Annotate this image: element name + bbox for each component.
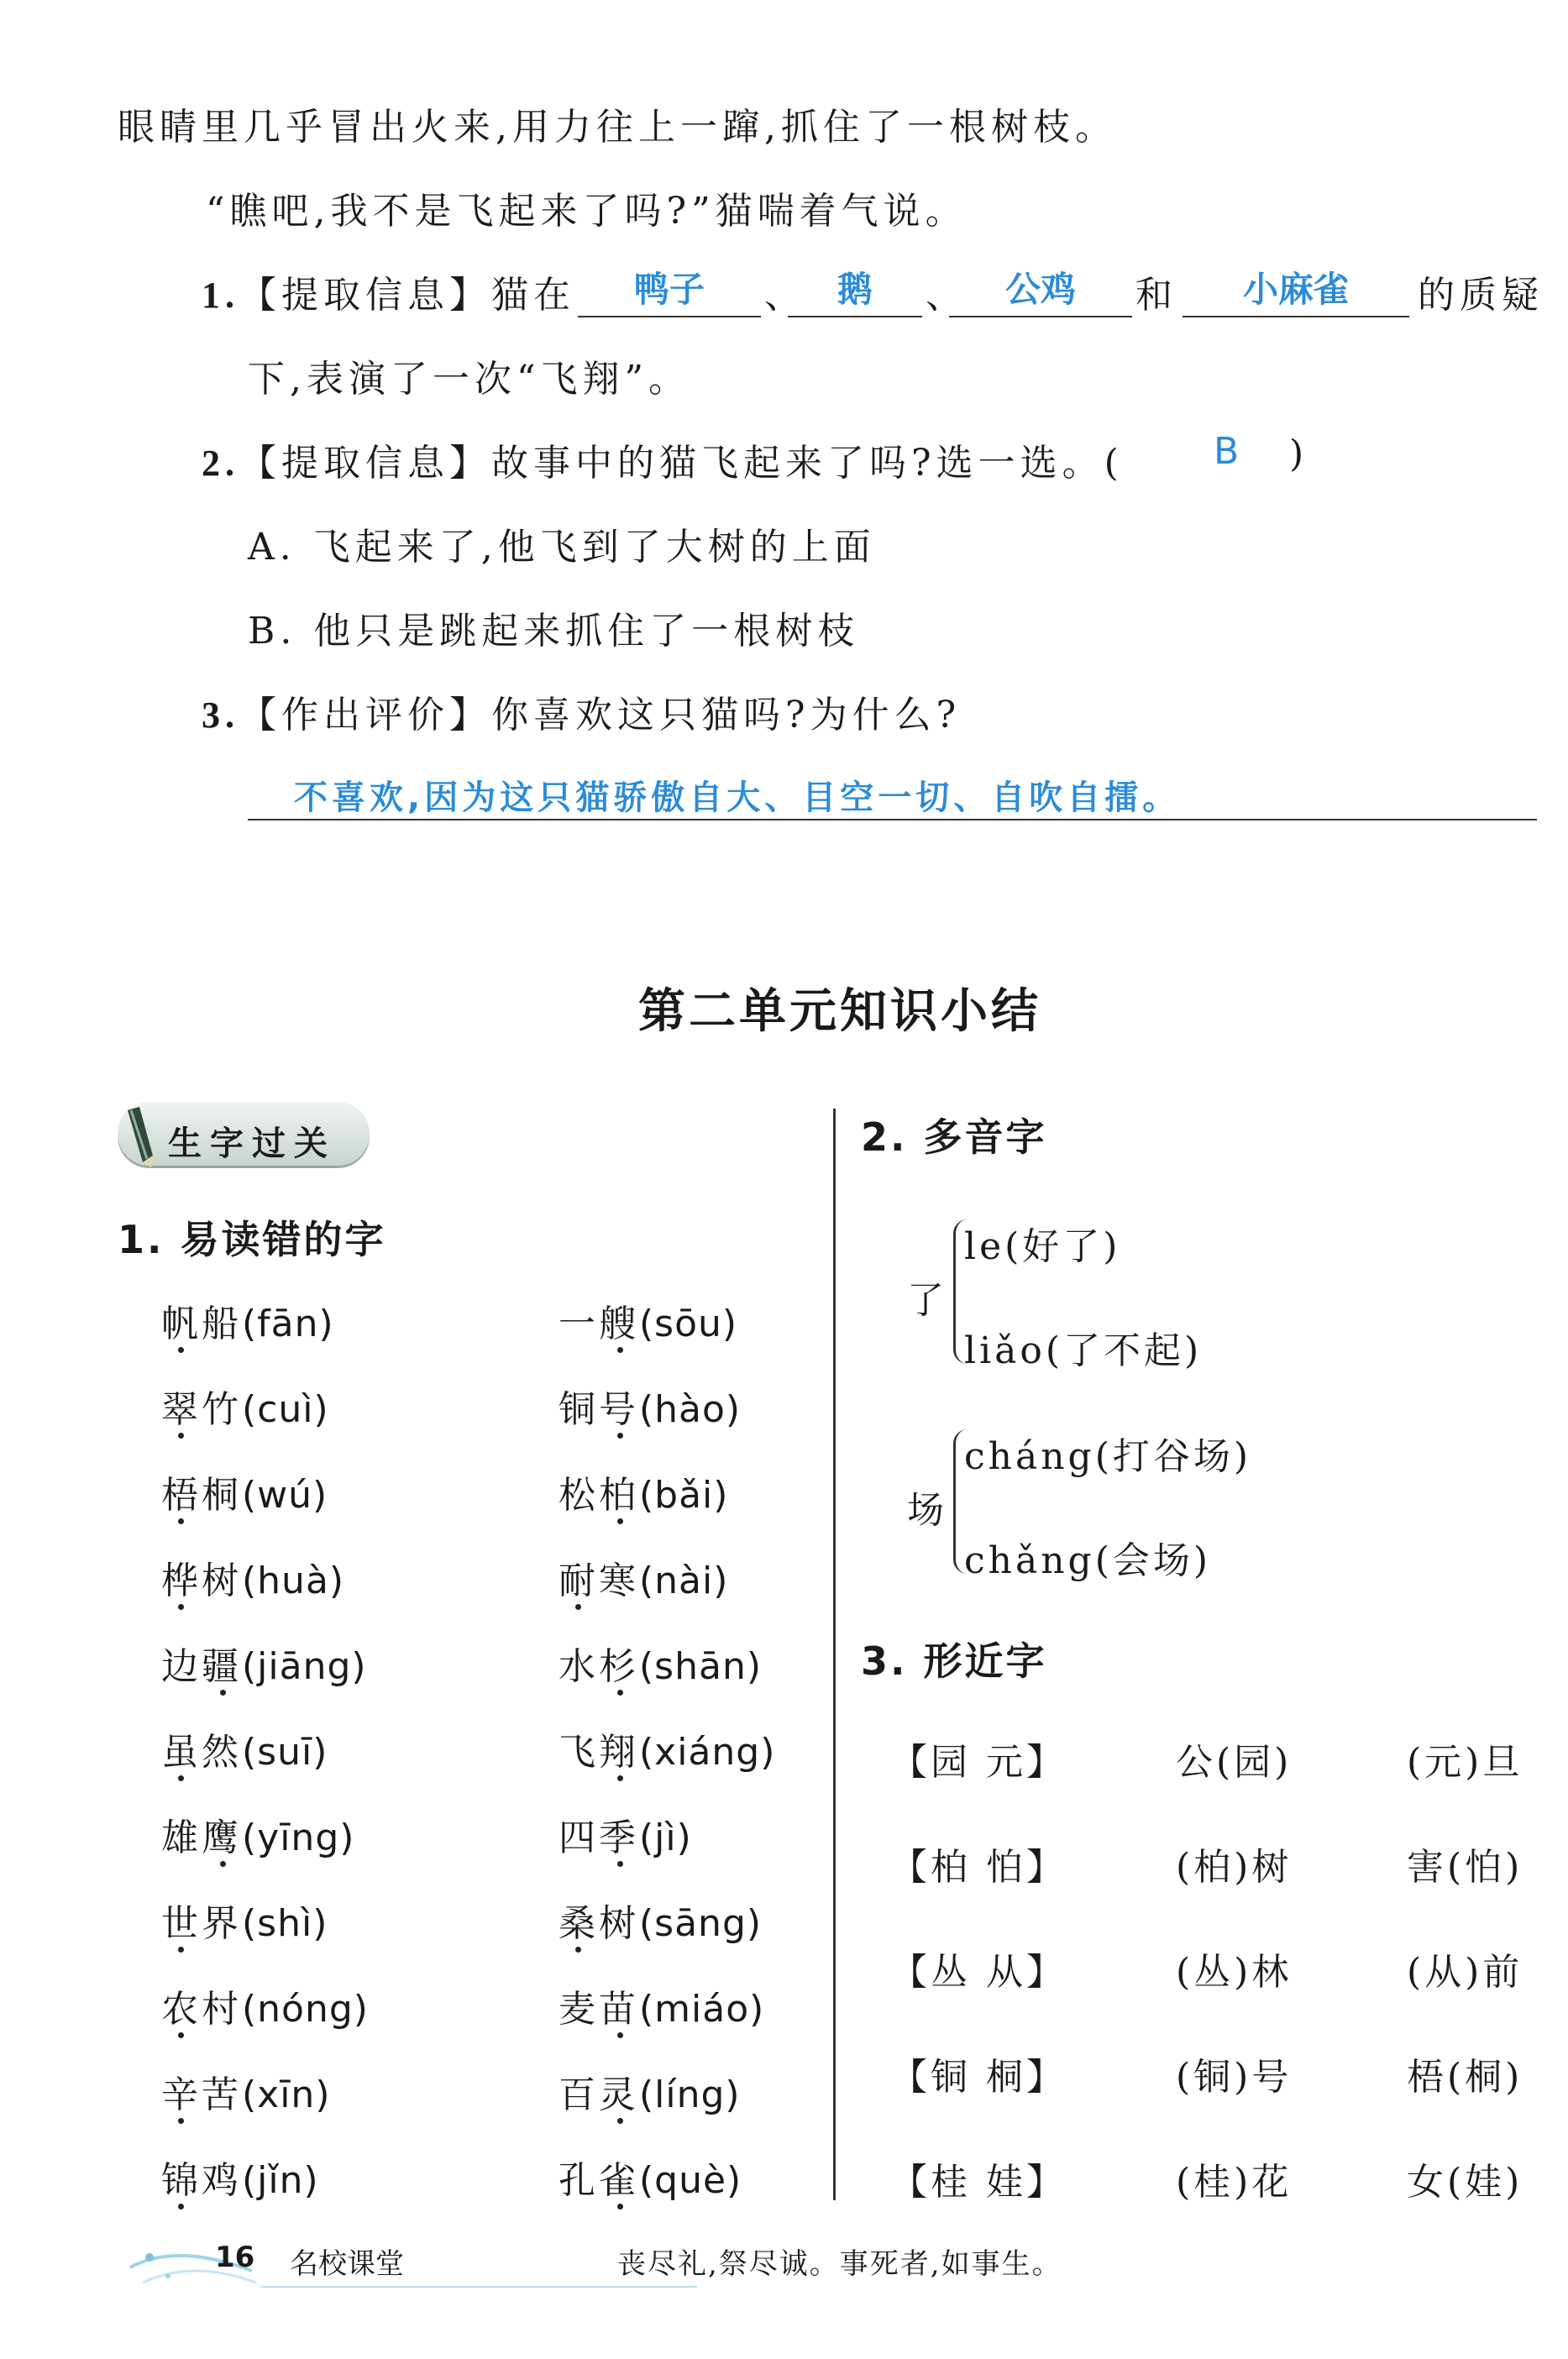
word-chars: 帆船	[161, 1303, 242, 1345]
similar-char-pair: 【柏 怕】	[890, 1846, 1067, 1889]
question-text: 【提取信息】故事中的猫飞起来了吗?选一选。(	[239, 442, 1124, 485]
word-chars: 锦鸡	[161, 2159, 242, 2202]
emphasis-dot	[617, 1518, 623, 1524]
word-pinyin: (jǐn)	[242, 2159, 319, 2202]
word-chars: 桑树	[559, 1902, 639, 1945]
word-item	[161, 1893, 328, 1947]
word-pinyin: (sōu)	[639, 1303, 738, 1345]
word-chars: 飞翔	[559, 1731, 639, 1774]
word-chars: 水杉	[559, 1645, 639, 1688]
question-text-suffix: 的质疑	[1418, 274, 1544, 317]
emphasis-dot	[617, 2118, 623, 2124]
separator: 、	[926, 274, 968, 317]
emphasis-dot	[178, 1775, 184, 1781]
word-item	[559, 1979, 764, 2032]
similar-char-word: 梧(桐)	[1407, 2056, 1523, 2099]
similar-char-word: 女(娃)	[1407, 2161, 1523, 2204]
word-item	[161, 1550, 344, 1604]
emphasis-dot	[617, 1347, 623, 1353]
word-item	[559, 1550, 728, 1604]
word-pinyin: (jì)	[639, 1816, 692, 1859]
word-chars: 虽然	[161, 1731, 242, 1774]
word-item	[559, 1636, 762, 1690]
word-chars: 铜号	[559, 1388, 639, 1431]
emphasis-dot	[178, 2204, 184, 2210]
option-a: A. 飞起来了,他飞到了大树的上面	[248, 526, 876, 569]
word-item	[161, 1807, 354, 1861]
question-number: 1.	[202, 275, 239, 316]
passage-line-1: 眼睛里几乎冒出火来,用力往上一蹿,抓住了一根树枝。	[118, 106, 1117, 149]
word-item	[559, 1807, 692, 1861]
answer-text[interactable]: 不喜欢,因为这只猫骄傲自大、目空一切、自吹自擂。	[294, 778, 1181, 817]
emphasis-dot	[178, 2032, 184, 2038]
emphasis-dot	[178, 2118, 184, 2124]
badge-label: 生字过关	[168, 1124, 336, 1163]
word-item	[559, 2064, 741, 2118]
pencil-icon	[119, 1107, 160, 1171]
similar-char-pair: 【铜 桐】	[890, 2056, 1067, 2099]
word-item	[161, 2064, 330, 2118]
answer-blank-2[interactable]: 鹅	[788, 262, 922, 317]
word-chars: 麦苗	[559, 1988, 639, 2031]
word-item	[161, 1293, 334, 1347]
close-paren: )	[1289, 432, 1309, 475]
answer-blank-4[interactable]: 小麻雀	[1183, 262, 1409, 317]
similar-char-pair: 【丛 从】	[890, 1951, 1067, 1994]
word-pinyin: (shān)	[639, 1645, 762, 1688]
emphasis-dot	[220, 1861, 226, 1867]
polyphone-char: 了	[907, 1279, 947, 1322]
question-text: 【提取信息】猫在	[239, 274, 575, 317]
word-pinyin: (nài)	[639, 1560, 729, 1602]
word-item	[161, 2150, 319, 2204]
question-text-line-2: 下,表演了一次“飞翔”。	[248, 358, 690, 401]
brand-name: 名校课堂	[290, 2247, 404, 2281]
polyphone-char: 场	[907, 1489, 947, 1532]
word-chars: 翠竹	[161, 1388, 242, 1431]
passage-line-2: “瞧吧,我不是飞起来了吗?”猫喘着气说。	[206, 190, 968, 233]
similar-char-pair: 【园 元】	[890, 1741, 1067, 1784]
reading-1: le(好了)	[964, 1225, 1121, 1268]
emphasis-dot	[617, 1433, 623, 1439]
similar-char-word: 害(怕)	[1407, 1846, 1523, 1889]
emphasis-dot	[178, 1604, 184, 1610]
emphasis-dot	[178, 1433, 184, 1439]
word-item	[559, 1893, 762, 1947]
word-chars: 耐寒	[559, 1560, 639, 1602]
similar-char-pair: 【桂 娃】	[890, 2161, 1067, 2204]
answer-blank-3[interactable]: 公鸡	[949, 262, 1132, 317]
emphasis-dot	[178, 1947, 184, 1953]
question-number: 2.	[202, 443, 239, 484]
similar-char-word: (铜)号	[1176, 2056, 1293, 2099]
emphasis-dot	[617, 1861, 623, 1867]
word-pinyin: (yīng)	[242, 1816, 355, 1859]
answer-blank-1[interactable]: 鸭子	[578, 262, 761, 317]
word-pinyin: (jiāng)	[242, 1645, 367, 1688]
emphasis-dot	[220, 1690, 226, 1696]
page-number: 16	[215, 2241, 255, 2274]
word-item	[559, 1379, 741, 1433]
word-item	[161, 1636, 367, 1690]
word-pinyin: (shì)	[242, 1902, 328, 1945]
word-pinyin: (bǎi)	[639, 1474, 729, 1517]
word-pinyin: (xiáng)	[639, 1731, 776, 1774]
word-item	[559, 1722, 775, 1775]
option-b: B. 他只是跳起来抓住了一根树枝	[248, 610, 860, 653]
word-pinyin: (què)	[639, 2159, 742, 2202]
word-chars: 梧桐	[161, 1474, 242, 1517]
word-item	[161, 1465, 328, 1518]
reading-2: liǎo(了不起)	[964, 1329, 1203, 1372]
similar-char-word: (桂)花	[1176, 2161, 1293, 2204]
word-chars: 百灵	[559, 2073, 639, 2116]
emphasis-dot	[575, 1947, 581, 1953]
word-pinyin: (nóng)	[242, 1988, 369, 2031]
word-item	[161, 1379, 329, 1433]
word-chars: 一艘	[559, 1303, 639, 1345]
and-text: 和	[1135, 274, 1177, 317]
word-pinyin: (xīn)	[242, 2073, 331, 2116]
question-number: 3.	[202, 695, 239, 736]
similar-char-word: (柏)树	[1176, 1846, 1293, 1889]
emphasis-dot	[178, 1347, 184, 1353]
emphasis-dot	[617, 2032, 623, 2038]
similar-char-word: 公(园)	[1176, 1741, 1293, 1784]
word-item	[161, 1722, 328, 1775]
emphasis-dot	[617, 2204, 623, 2210]
summary-title: 第二单元知识小结	[638, 983, 1041, 1039]
word-chars: 农村	[161, 1988, 242, 2031]
answer-line	[248, 819, 1537, 820]
separator: 、	[764, 274, 806, 317]
word-pinyin: (líng)	[639, 2073, 741, 2116]
word-chars: 世界	[161, 1902, 242, 1945]
word-item	[559, 1293, 737, 1347]
word-pinyin: (suī)	[242, 1731, 328, 1774]
word-chars: 松柏	[559, 1474, 639, 1517]
section-3-title: 3. 形近字	[861, 1638, 1047, 1684]
reading-1: cháng(打谷场)	[964, 1435, 1252, 1478]
emphasis-dot	[575, 1604, 581, 1610]
word-item	[161, 1979, 369, 2032]
word-chars: 四季	[559, 1816, 639, 1859]
word-pinyin: (miáo)	[639, 1988, 765, 2031]
emphasis-dot	[617, 1775, 623, 1781]
word-pinyin: (cuì)	[242, 1388, 329, 1431]
word-item	[559, 2150, 742, 2204]
similar-char-word: (从)前	[1407, 1951, 1523, 1994]
word-pinyin: (hào)	[639, 1388, 742, 1431]
footer-quote: 丧尽礼,祭尽诚。事死者,如事生。	[617, 2247, 1062, 2281]
word-chars: 辛苦	[161, 2073, 242, 2116]
word-pinyin: (huà)	[242, 1560, 345, 1602]
similar-char-word: (元)旦	[1407, 1741, 1523, 1784]
section-1-title: 1. 易读错的字	[118, 1217, 386, 1262]
emphasis-dot	[617, 1690, 623, 1696]
similar-char-word: (丛)林	[1176, 1951, 1293, 1994]
section-2-title: 2. 多音字	[861, 1114, 1047, 1160]
word-pinyin: (fān)	[242, 1303, 334, 1345]
word-pinyin: (wú)	[242, 1474, 328, 1517]
footer-line	[260, 2286, 697, 2288]
word-pinyin: (sāng)	[639, 1902, 763, 1945]
word-chars: 雄鹰	[161, 1816, 242, 1859]
word-item	[559, 1465, 728, 1518]
word-chars: 桦树	[161, 1560, 242, 1602]
question-text: 【作出评价】你喜欢这只猫吗?为什么?	[239, 694, 962, 737]
column-divider	[833, 1109, 836, 2200]
word-chars: 边疆	[161, 1645, 242, 1688]
emphasis-dot	[178, 1518, 184, 1524]
word-chars: 孔雀	[559, 2159, 639, 2202]
answer-choice[interactable]: B	[1214, 430, 1240, 473]
reading-2: chǎng(会场)	[964, 1539, 1212, 1582]
